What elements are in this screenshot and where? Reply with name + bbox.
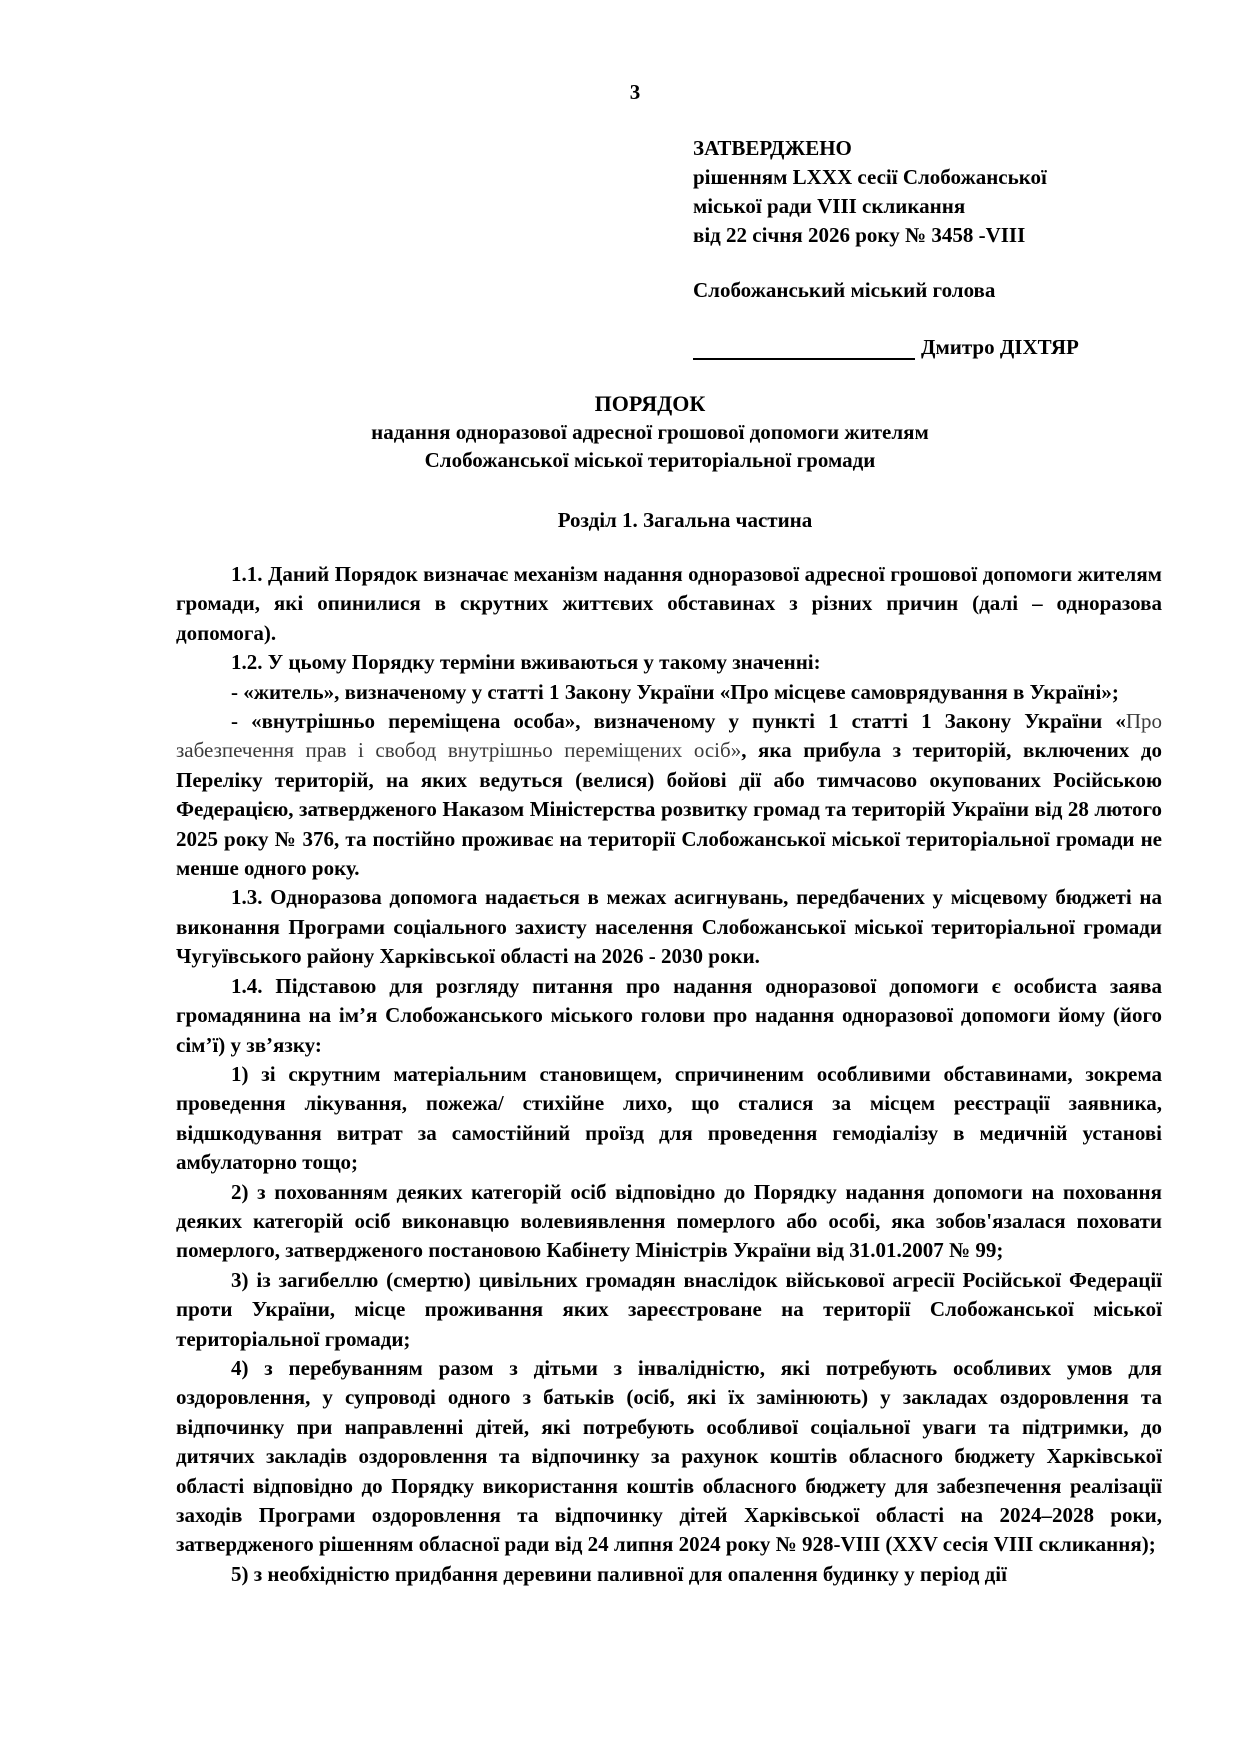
document-title <box>170 390 1130 474</box>
title-subtitle-line1: надання одноразової адресної грошової допомоги жителям <box>371 420 929 444</box>
list-item-1: 1) зі скрутним матеріальним становищем, спричиненим особливими обставинами, зокрема проведення лікування, пожежа/ стихійне лихо, що сталися за місцем реєстрації заявника, відшкодування витрат за самостійний проїзд для проведення гемодіалізу в медичній установі амбулаторно тощо; <box>176 1061 1162 1175</box>
approval-stamp <box>693 134 1153 250</box>
signature-block <box>693 335 1079 360</box>
paragraph-1-4: 1.4. Підставою для розгляду питання про надання одноразової допомоги є особиста заява громадянина на ім’я Слобожанського міського голови про надання одноразової допомоги йому (його сім’ї) у зв’язку: <box>176 973 1162 1057</box>
signature-line <box>693 336 915 360</box>
list-item-4: 4) з перебуванням разом з дітьми з інвалідністю, які потребують особливих умов для оздоровлення, у супроводі одного з батьків (осіб, які їх замінюють) у закладах оздоровлення та відпочинку при направленні дітей, які потребують особливої соціальної уваги та підтримки, до дитячих закладів оздоровлення та відпочинку за рахунок коштів обласного бюджету Харківської області відповідно до Порядку використання коштів обласного бюджету для забезпечення реалізації заходів Програми оздоровлення та відпочинку дітей Харківської області на 2024–2028 роки, затвердженого рішенням обласної ради від 24 липня 2024 року № 928-VIII (XXV сесія VIII скликання); <box>176 1355 1162 1557</box>
approval-decision-line: рішенням LXXX сесії Слобожанської <box>693 165 1047 189</box>
signatory-name: Дмитро ДІХТЯР <box>921 335 1079 359</box>
title-subtitle-line2: Слобожанської міської територіальної громади <box>424 448 876 472</box>
list-item-5: 5) з необхідністю придбання деревини паливної для опалення будинку у період дії <box>231 1561 1007 1586</box>
definition-resident: - «житель», визначеному у статті 1 Закону України «Про місцеве самоврядування в Україні»; <box>231 679 1119 704</box>
approval-heading: ЗАТВЕРДЖЕНО <box>693 136 852 160</box>
paragraph-1-2: 1.2. У цьому Порядку терміни вживаються у такому значенні: <box>231 650 821 675</box>
approval-date-line: від 22 січня 2026 року № 3458 -VIII <box>693 223 1026 247</box>
list-item-2: 2) з похованням деяких категорій осіб відповідно до Порядку надання допомоги на поховання деяких категорій осіб виконавцю волевиявлення померлого або особі, яка зобов'язалася поховати померлого, затвердженого постановою Кабінету Міністрів України від 31.01.2007 № 99; <box>176 1179 1162 1263</box>
approval-council-line: міської ради VIII скликання <box>693 194 966 218</box>
definition-idp-after: , яка прибула з територій, включених до Переліку територій, на яких ведуться (велися) бойові дії або тимчасово окупованих Російською Федерацією, затвердженого Наказом Міністерства розвитку громад та територій України від 28 лютого 2025 року № 376, та постійно проживає на території Слобожанської міської територіальної громади не менше одного року. <box>176 738 1162 881</box>
paragraph-1-3: 1.3. Одноразова допомога надається в межах асигнувань, передбачених у місцевому бюджеті на виконання Програми соціального захисту населення Слобожанської міської територіальної громади Чугуївського району Харківської області на 2026 - 2030 роки. <box>176 885 1162 969</box>
section-body <box>176 560 1162 1589</box>
section-heading: Розділ 1. Загальна частина <box>557 508 813 532</box>
definition-idp-law-title: Про забезпечення прав і свобод внутрішньо переміщених осіб» <box>176 709 1162 763</box>
definition-idp <box>176 707 1162 883</box>
mayor-title: Слобожанський міський голова <box>693 278 996 302</box>
paragraph-1-1: 1.1. Даний Порядок визначає механізм надання одноразової адресної грошової допомоги жителям громади, які опинилися в скрутних життєвих обставинах з різних причин (далі – одноразова допомога). <box>176 562 1162 645</box>
list-item-3: 3) із загибеллю (смертю) цивільних громадян внаслідок військової агресії Російської Федерації проти України, місце проживання яких зареєстроване на території Слобожанської міської територіальної громади; <box>176 1267 1162 1351</box>
definition-idp-before: - «внутрішньо переміщена особа», визначеному у пункті 1 статті 1 Закону України « <box>231 709 1126 734</box>
page-number: 3 <box>629 80 641 104</box>
title-main: ПОРЯДОК <box>594 391 706 416</box>
